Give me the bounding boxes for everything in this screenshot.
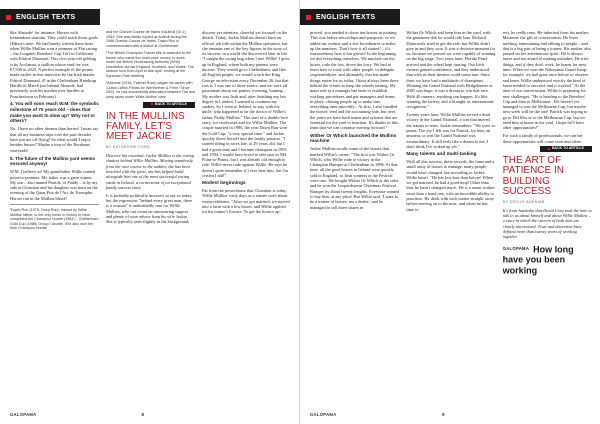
footnote: and the Grande Course de Haies d'Auteuil (Gr.1) 1984. She was fatally injured at Auteuil during the 1986 Grande Course de Haies. Dawn Run is commemorated with a statue at Cheltenham. <box>106 30 187 48</box>
right-column-2 <box>406 30 495 402</box>
subheading: Modest beginnings <box>202 181 246 187</box>
red-square-icon <box>306 15 311 20</box>
body-paragraph: Wither Or Which and keep him in the yard, with the guarantee that he would ride him. Richard Dunwoody tried to get the ride, but Willie didn't give in and they won. It was a decisive moment for us, because we proved we were capable of winning on the big stage. Two years later, Florida Pearl arrived and the wheel kept turning. Our Irish owners gained confidence, and they understood that with us their dreams could come true. Since then, we have had a multitude of champions. Winning the Grand National with Hedgehunter in 2005 was huge; it was a dream to win that race. With 40 runners, anything can happen. It's like winning the lottery, and it brought us international recognition." <box>406 30 496 110</box>
body-paragraph: W.M. I believe so! My grandfather Willie trained point-to-pointers. My father was a great trainer. My son – also named Patrick, or Paddy – is by my side at Closutton and his daughter was born on the evening of the Qatar Prix de l'Arc de Triomphe. Horses run in the Mullins blood! <box>10 169 98 201</box>
left-columns <box>10 30 291 402</box>
right-page <box>300 0 600 424</box>
right-column-3 <box>503 30 592 402</box>
body-paragraph: For such a family of professionals, we can bet these opportunities will come soon and often. <box>502 133 583 144</box>
back-to-article-button[interactable] <box>143 102 195 108</box>
interview-question <box>503 244 592 276</box>
interview-question: 5. The future of the Mullins yard seems ensured anyway! <box>10 155 96 167</box>
body-paragraph: With all this success, these records, the fame and a small army of horses to manage, many people would have changed, but according to Jackie, Willie hasn't. "He has less hair than before! When we got married, he had a good mop! Other than that, he hasn't changed much. He is a smart worker more than a hand one, with an incredible ability to prioritize. He deals with each matter straight away before moving on to the next, and when he has time to <box>406 158 495 212</box>
question-brand: GALOPAMA <box>502 246 530 252</box>
section-header <box>0 9 100 25</box>
footnote: ¹Dawn Run (1978, Deep Run), trained by Willie Mullins' father, is the only horse in history to have completed the Champion Hurdle (1984) – Cheltenham Gold Cup (1986) Group I double. She also won the Irish Champion Hurdle <box>10 208 99 231</box>
right-columns <box>310 30 592 402</box>
footnote: ²The British Champion Trainer title is awarded to the trainer who earns the most prize money in races under the British Horseracing Authority (BHA) jurisdiction across England, Scotland, and Wales. The season runs from April to late April, ending at the Sandown Park meeting. <box>106 50 194 78</box>
left-column-2 <box>106 30 195 402</box>
footer-brand: GALOPAMA <box>10 412 37 417</box>
body-paragraph: discreet yet attentive, cheerful yet focused on the details. Today, Jackie Mullins doesn't have an official job title within the Mullins operation, but she remains one of the key figures in the story of its success, in a world she discovered later in life. "I caught the racing bug when I met Willie! I grew up in England, where both my parents were doctors. They would go to Cheltenham, and like all English people, we would watch the King George on television every December 26, but that was it. I was one of three sisters, and we were all passionate about our ponies, eventing, hunting... My mother was Irish and, after finishing my law degree in London, I wanted to continue my studies. So I went to Ireland, to stay with my uncle, who happened to be the doctor of Willie's father, Paddy Mullins." The start of a double love story: for racehorses and for Willie Mullins. The couple married in 1986, the year Dawn Run won the Gold Cup, "a very special time," and Jackie quickly threw herself into the family passion. "I started riding in races late, at 29 years old, but I had a great time and I became champion in 1993 and 1994. I would have loved to take part in NH Point-to-Points, but I was already old enough to ride. Willie never rode against Willie. He says he doesn't quite remember if I ever beat him, but I'm certain I did!" <box>202 30 290 179</box>
red-square-icon <box>151 103 153 105</box>
article-headline: IN THE MULLINS FAMILY, LET'S MEET JACKIE <box>106 110 185 143</box>
body-paragraph: It is probably politically incorrect to say so today, but the expression "behind every great man, there is a woman" is undoubtedly true for Willie Mullins, who can count on unwavering support and plenty of wise advice from his wife Jackie. She is typically seen slightly in the background, <box>106 192 193 225</box>
body-paragraph: No, I have no other dreams than horses! I must say that all my business trips over the past decades have put me off flying! So what would I enjoy besides horses? Maybe a tour of the Bordeaux vineyards! <box>10 126 99 153</box>
red-square-icon <box>6 15 11 20</box>
footnote: ³Absurde (2018, Fastnet Rock) began his career with Carlos Laffon-Parias for Wertheimer & Frère. Since 2023, he has successfully alternated between Flat and jump races under Willie Mullins' care. <box>106 81 195 99</box>
body-paragraph: rest, he really rests. He inherited from his mother, Maureen, the gift of conversation. He loves meeting, entertaining and talking to people – and that is a big part of being a trainer. His mother also passed on her adventurous spirit. He is always brave and not afraid of making mistakes. He tries things, and if they don't work, he learns for next time. When we won the Nakayama Grand Jump, for example, we had gone once before to observe and learn. Willie understood exactly the kind of horse needed to succeed, and it worked." At the time of our conversation, Willie is preparing for new challenges. "He is heading to the Breeders' Cup and then to Melbourne...We haven't yet managed to win the Melbourne Cup, but maybe next week will be the one! Patrick was hoping to go to Del Mar or to the Melbourne Cup, but we need him at home in the yard. I hope he'll have other opportunities!" <box>502 30 591 131</box>
footnote-divider <box>10 204 99 205</box>
subheading: Many talents and multi-tasking <box>406 152 477 158</box>
body-paragraph: Twenty years later, Willie Mullins served a third victory in the Grand National, a win that moved the trainer to tears. Jackie remembers: "We were so proud. The joy I felt was for Patrick, for him, an amateur, to win the Grand National was extraordinary. It still feels like a dream to me, I don't think I've woken up yet." <box>406 112 496 149</box>
section-header-label: ENGLISH TEXTS <box>316 13 376 21</box>
red-square-icon <box>548 148 550 150</box>
body-paragraph: like Absurde¹ for instance. Horses with tremendous stamina. They could reach those goals. (Editor's note: We had barely written these lines when Willie Mullins won a moment of Flat racing – the Longines Breeders' Cup Turf in California with Ethical Diamond. This five-year-old gelding is by Acclamat, a stallion whose stud fee was €7,500 in 2025. A perfect example of the points made earlier in this interview by the Irish master. Ethical Diamond, 4⁵ in the Cheltenham Handicap Hurdle in March just behind Absurde, had previously won his maiden over hurdles at Punchestown in February) <box>10 30 99 99</box>
article-byline: BY KATHERINE FORD <box>106 144 151 149</box>
left-column-3 <box>202 30 291 402</box>
article-headline: THE ART OF PATIENCE IN BUILDING SUCCESS <box>502 154 564 198</box>
right-column-1 <box>310 30 399 402</box>
article-intro: Discreet but essential, Jackie Mullins is the caring shadow behind Willie Mullins. Moving seamlessly from the race course to the stables, she has been involved with the sport, she has helped build alongside him one of the most successful racing yards in Ireland, a cornerstone of an exceptional family success story. <box>106 153 194 190</box>
left-column-1 <box>10 30 99 402</box>
body-paragraph: Jackie Mullins recalls some of the horses that marked Willie's career: "The first was Wither Or Which, who Willie rode to victory in the Champion Bumper at Cheltenham in 1996. At that time, all the good horses in Ireland were quickly sold to England, so Irish winners at the Festival were rare. We bought Wither Or Which at the sales and he won the Leopardstown Christmas Festival Bumper by about twenty lengths. Everyone wanted to buy him, at any price! But Willie said, 'I want to be a trainer of horses, not a dealer,' and he managed to sell three shares in <box>310 146 400 210</box>
section-header <box>300 9 400 25</box>
article-intro: It's from Australia that David Coey took the time to talk to us about himself and about Willie Mullins – a story in which the careers of both men are closely intertwined. Trust and discretion have defined more than twenty years of working together. <box>502 207 592 240</box>
article-byline: BY CÉCILE ADENIAB <box>502 199 545 204</box>
back-to-article-label: BACK TO ARTICLE <box>155 102 187 107</box>
body-paragraph: Far from the powerhouse that Closutton is today, Willie Mullins' early days as a trainer were about resourcefulness. "After we got married, we moved into a farm with a few boxes, and Willie applied for his trainer's licence. To get the licence ap- <box>202 188 290 215</box>
section-header-label: ENGLISH TEXTS <box>16 13 76 21</box>
page-footer <box>310 412 590 417</box>
interview-question: 4. You will soon reach W.M. the symbolic milestone of 70 years old – does that make you want to slow up? Why not or others? <box>10 101 99 124</box>
back-to-article-label: BACK TO ARTICLE <box>552 146 584 151</box>
back-to-article-button[interactable] <box>540 146 592 152</box>
page-number: 8 <box>141 412 144 417</box>
subheading: Wither Or Which launched the Mullins machine <box>310 133 397 145</box>
page-number: 9 <box>442 412 445 417</box>
footer-brand: GALOPAMA <box>310 412 337 417</box>
page-footer <box>10 412 289 417</box>
body-paragraph: proved, you needed to show ten horses in training. This was before microchips and passports, so we added my eventer and a few broodmares to make up the numbers. That's how it all started! – it's extraordinary how it has grown! In the beginning, we did everything ourselves. We mucked out the boxes, rode the lots, drove the lorry. We had to learn how to work with other people, to delegate responsibilities, and ultimately, that has made things easier for us today. I have always been there behind the scenes to keep the wheels turning. My main role as a manager has been to establish working procedures and put managers and teams in place, chasing people up to make sure everything runs smoothly... At first, I also handled the horses' feed and the accounting side, but over the years we have built teams and systems that are essential for the yard to function. It's thanks to this team that we can continue moving forward." <box>310 30 399 131</box>
question-text: How long have you been working <box>502 244 574 276</box>
